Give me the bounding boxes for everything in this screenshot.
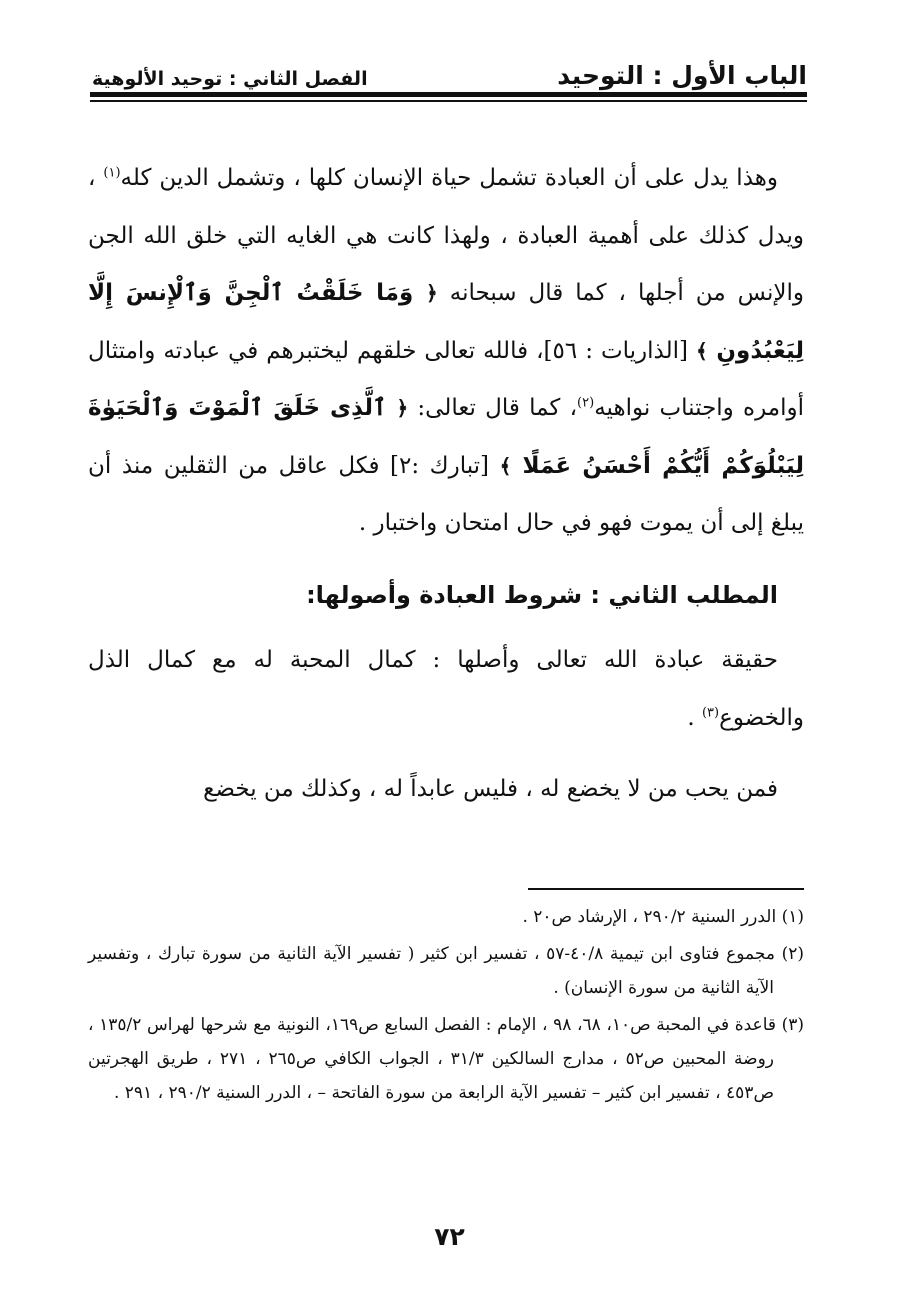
quran-close-ornament: ﴾ [499, 453, 512, 478]
page-number: ٧٢ [434, 1222, 465, 1251]
text-run: [الذاريات : ٥٦]، فالله تعالى خلقهم ليختبرهم في عبادته وامتثال أوامره واجتناب نواهيه [88, 337, 804, 421]
text-run: . [687, 704, 702, 731]
quran-verse-1: وَمَا خَلَقْتُ ٱلْجِنَّ وَٱلْإِنسَ إِلَّا لِيَعْبُدُونِ [88, 280, 804, 364]
header-rule-thick [90, 92, 807, 97]
paragraph-2 [88, 632, 804, 747]
text-run: [تبارك :٢] فكل عاقل من الثقلين منذ أن يبلغ إلى أن يموت فهو في حال امتحان واختبار . [88, 452, 804, 536]
quran-open-ornament: ﴿ [396, 396, 409, 420]
chapter-title: الباب الأول : التوحيد [557, 61, 807, 90]
paragraph-3: فمن يحب من لا يخضع له ، فليس عابداً له ، وكذلك من يخضع [203, 776, 778, 802]
footnote-3: (٣) قاعدة في المحبة ص١٠، ٦٨، ٩٨ ، الإمام : الفصل السابع ص١٦٩، النونية مع شرحها لهراس ١٣٥/٢ ، روضة المحبين ص٥٢ ، مدارج السالكين ٣١/٣ ، الجواب الكافي ص٢٦٥ ، ٢٧١ ، طريق الهجرتين ص٤٥٣ ، تفسير ابن كثير – تفسير الآية الرابعة من سورة الفاتحة – ، الدرر السنية ٢٩٠/٢ ، ٢٩١ . [88, 1015, 805, 1103]
footnotes [88, 900, 804, 1113]
footnote-ref-2: (٢) [577, 395, 595, 411]
text-run: حقيقة عبادة الله تعالى وأصلها : كمال المحبة له مع كمال الذل والخضوع [88, 647, 804, 731]
footnote-separator [528, 888, 804, 890]
text-run: ، ويدل كذلك على أهمية العبادة ، ولهذا كانت هي الغايه التي خلق الله الجن والإنس من أجلها ، كما قال سبحانه [88, 165, 804, 306]
footnote-ref-3: (٣) [701, 704, 720, 720]
footnote-ref-1: (١) [103, 165, 121, 181]
quran-verse-2: ٱلَّذِى خَلَقَ ٱلْمَوْتَ وَٱلْحَيَوٰةَ لِيَبْلُوَكُمْ أَيُّكُمْ أَحْسَنُ عَمَلًا [88, 395, 804, 479]
section-title: الفصل الثاني : توحيد الألوهية [92, 68, 368, 90]
quran-open-ornament: ﴿ [426, 281, 438, 305]
section-heading: المطلب الثاني : شروط العبادة وأصولها: [306, 580, 778, 609]
running-header [92, 50, 807, 90]
paragraph-1 [88, 150, 804, 553]
text-run: ، كما قال تعالى: [408, 395, 578, 421]
footnote-2: (٢) مجموع فتاوى ابن تيمية ٤٠/٨-٥٧ ، تفسير ابن كثير ( تفسير الآية الثانية من سورة تبارك ، وتفسير الآية الثانية من سورة الإنسان) . [88, 944, 804, 998]
text-run: وهذا يدل على أن العبادة تشمل حياة الإنسان كلها ، وتشمل الدين كله [120, 165, 779, 191]
header-rule-thin [90, 100, 807, 102]
footnote-1: (١) الدرر السنية ٢٩٠/٢ ، الإرشاد ص٢٠ . [522, 907, 804, 927]
main-text [88, 150, 804, 819]
quran-close-ornament: ﴾ [695, 338, 708, 363]
